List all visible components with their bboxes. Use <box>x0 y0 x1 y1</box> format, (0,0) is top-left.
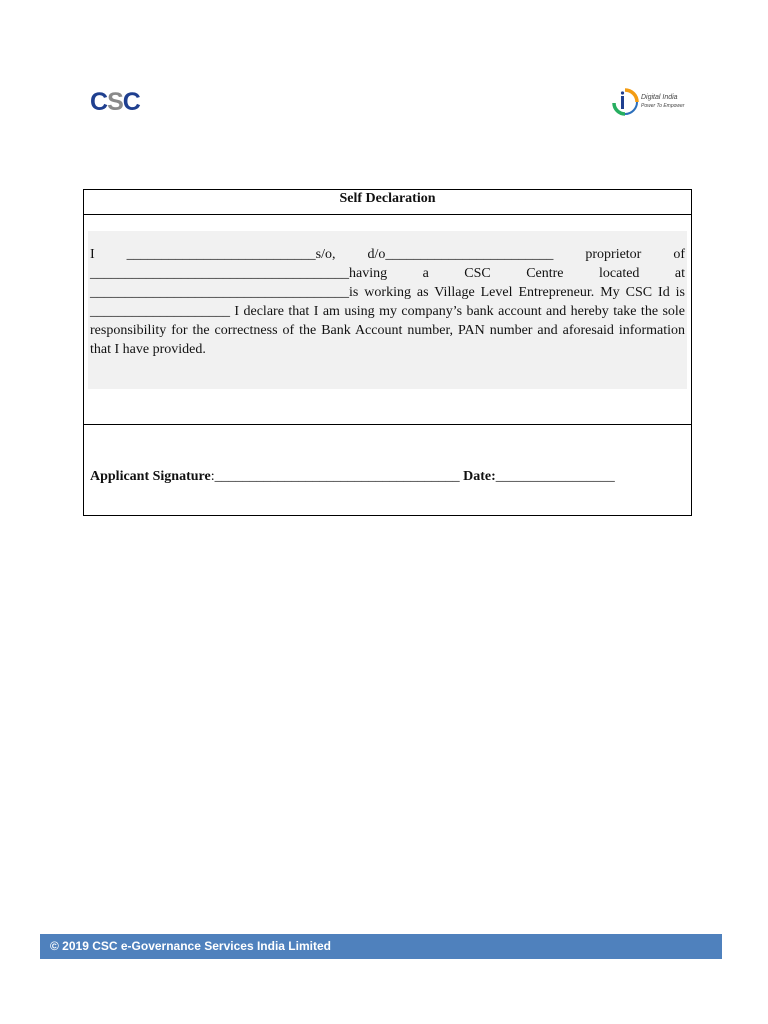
csc-logo <box>90 88 140 117</box>
signature-blank: :___________________________________ <box>210 469 460 484</box>
digital-india-title: Digital India <box>641 94 678 101</box>
declaration-body <box>84 215 691 425</box>
date-blank: _________________ <box>495 469 615 484</box>
signature-row <box>90 469 615 485</box>
digital-india-logo <box>611 86 691 118</box>
digital-india-emblem-icon <box>611 87 639 117</box>
digital-india-tagline: Power To Empower <box>641 103 685 109</box>
csc-logo-c2: C <box>122 88 140 116</box>
csc-logo-s: S <box>107 88 123 116</box>
declaration-form <box>83 189 692 516</box>
date-label: Date: <box>459 469 496 484</box>
declaration-text: I ___________________________s/o, d/o________________________ proprietor of _____________________________________having a CSC Centre located at _____________________________________is working as Village Level Entrepreneur. My CSC Id is ____________________ I declare that I am using my company’s bank account and hereby take the sole responsibility for the correctness of the Bank Account number, PAN number and aforesaid information that I have provided. <box>90 247 685 357</box>
csc-logo-c1: C <box>90 88 108 116</box>
signature-label: Applicant Signature <box>90 469 211 484</box>
form-title: Self Declaration <box>84 190 691 215</box>
footer-copyright: © 2019 CSC e-Governance Services India Limited <box>40 934 722 959</box>
